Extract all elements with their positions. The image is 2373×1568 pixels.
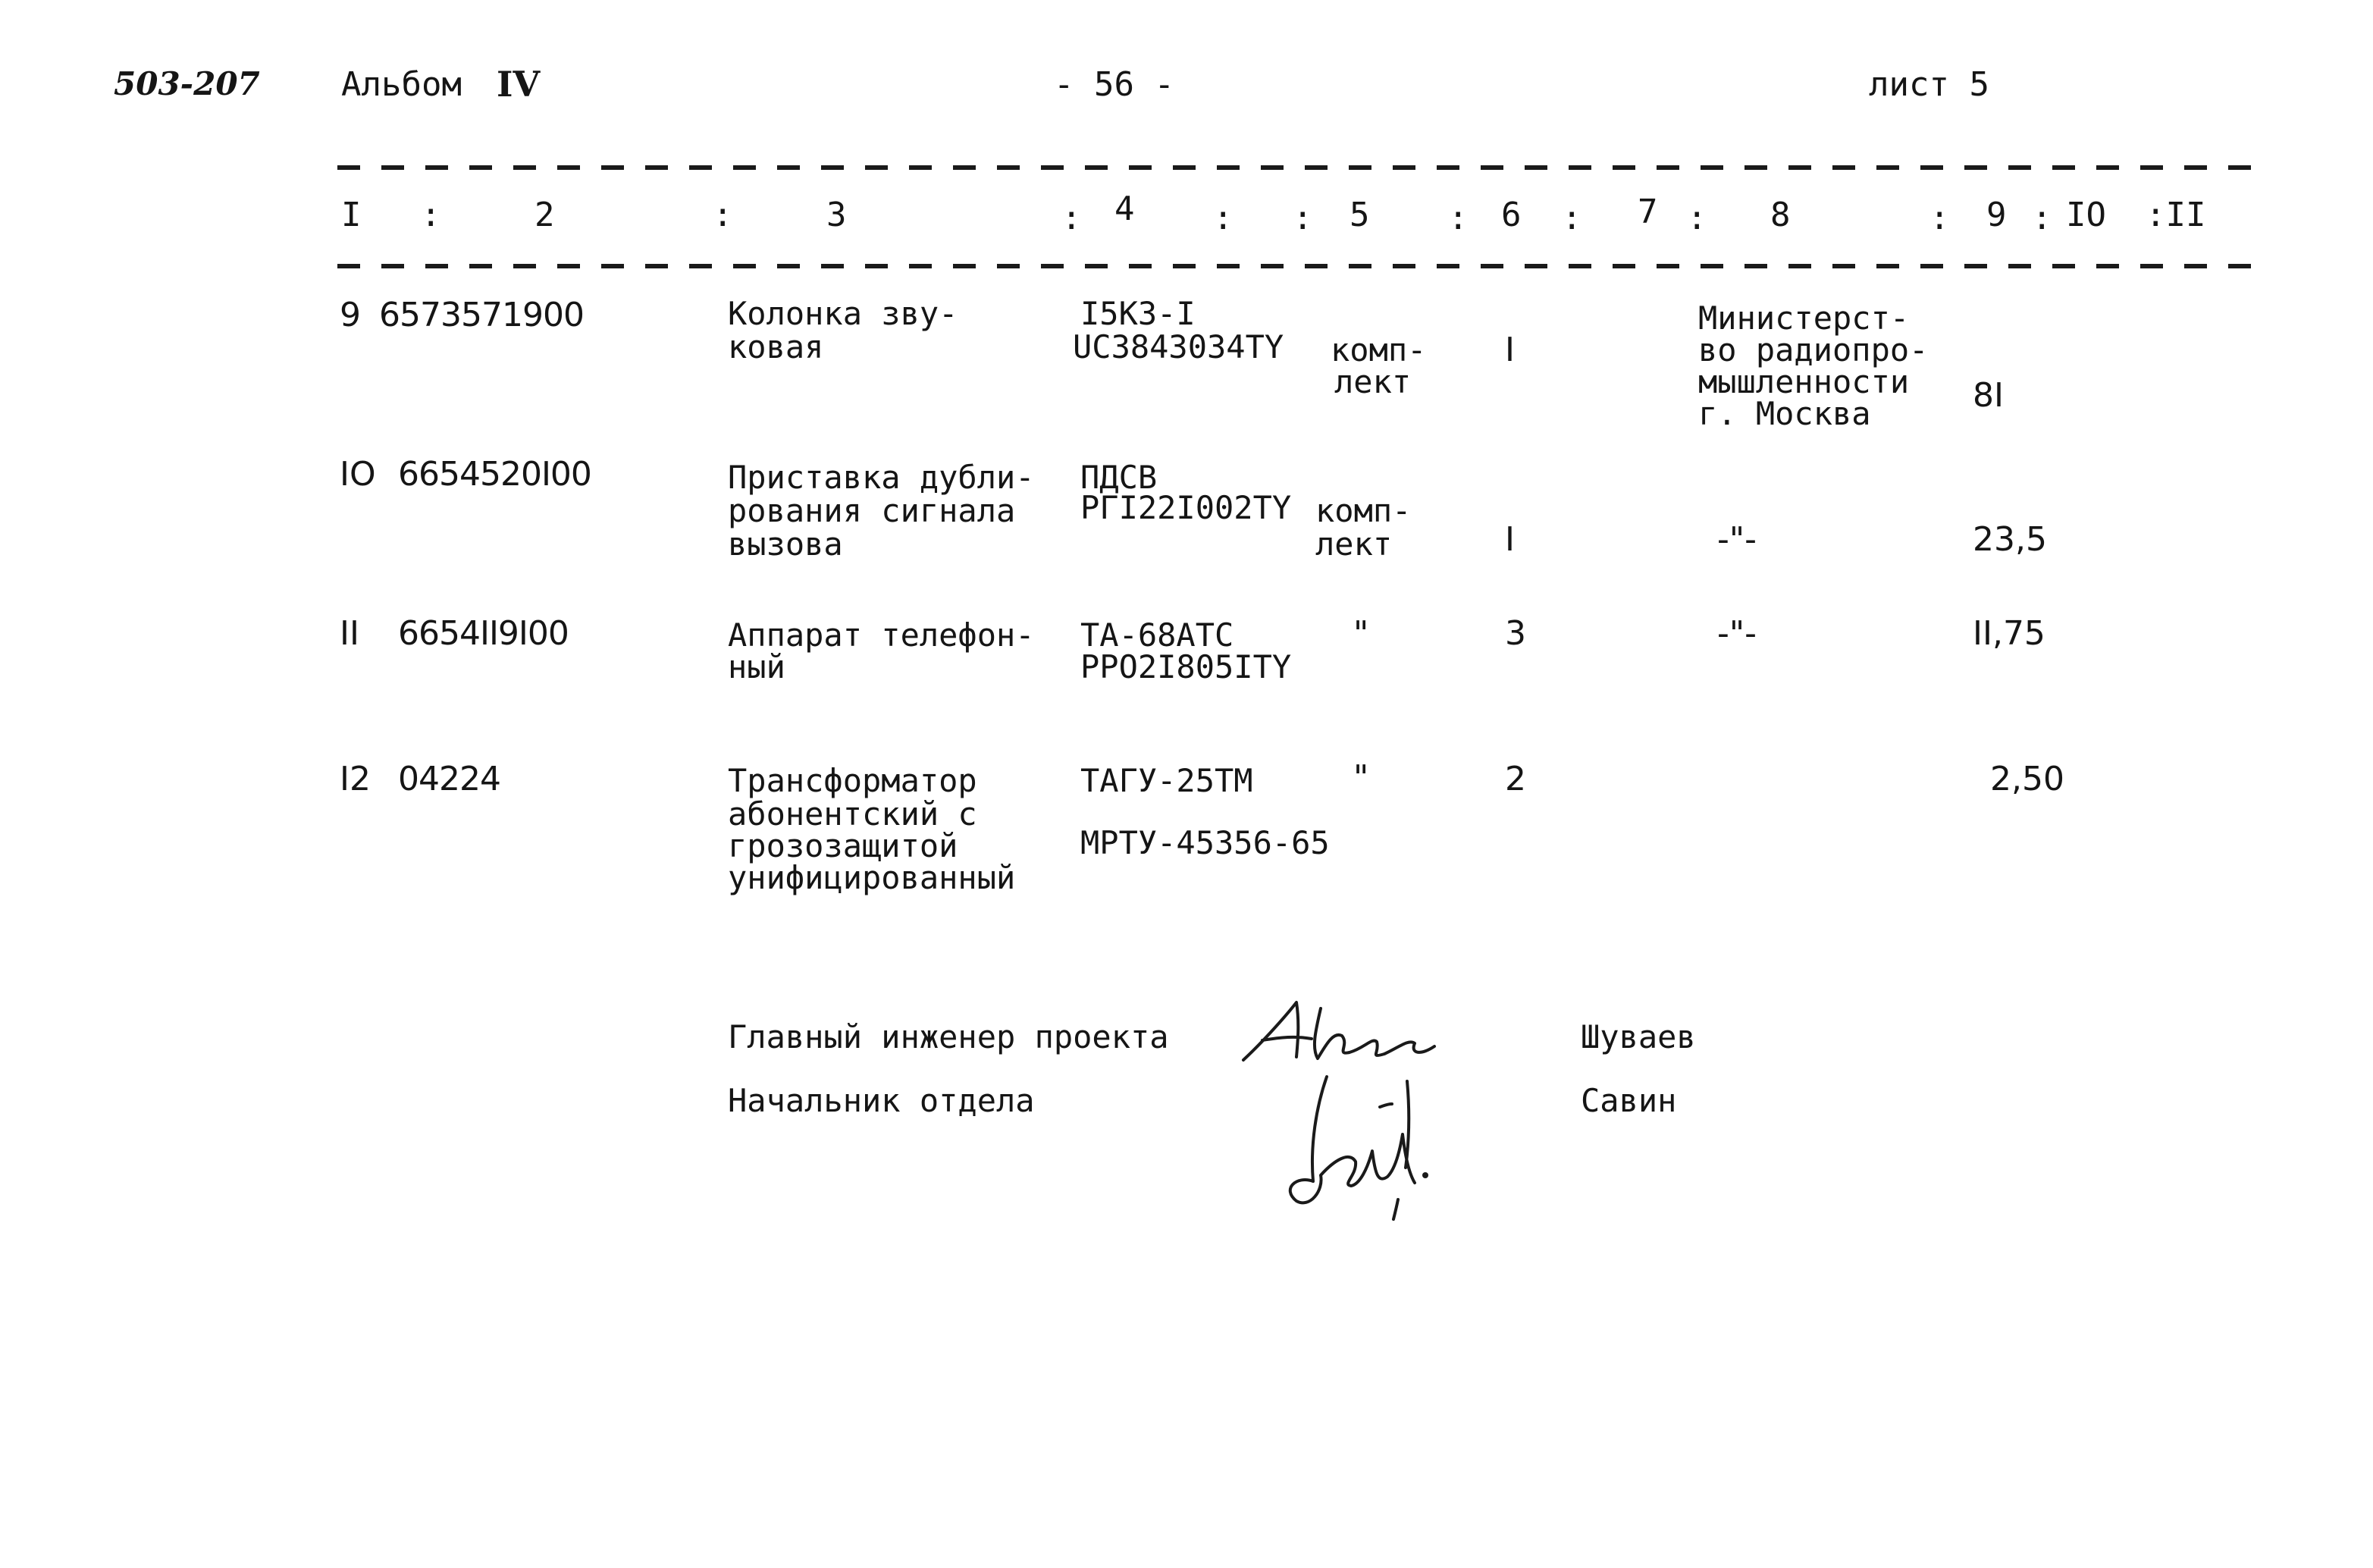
- item-price: 2,50: [1990, 760, 2064, 798]
- album-volume: IV: [497, 64, 541, 105]
- item-unit-ditto: ": [1353, 614, 1369, 653]
- item-name-line: Аппарат телефон-: [728, 616, 1035, 654]
- col-sep: :: [713, 196, 733, 234]
- item-name-line: Трансформатор: [728, 762, 977, 799]
- item-price: 23,5: [1973, 520, 2047, 559]
- item-name-line: Колонка зву-: [728, 295, 958, 332]
- col-sep: :: [1448, 199, 1469, 237]
- col-sep: :: [421, 196, 441, 234]
- item-name-line: Приставка дубли-: [728, 459, 1035, 496]
- item-name-line: ковая: [728, 328, 824, 365]
- header-rule-top: [337, 165, 2263, 170]
- signature-name: Шуваев: [1581, 1018, 1696, 1055]
- col-num-10: IO: [2066, 196, 2106, 234]
- album-label: Альбом: [341, 65, 462, 104]
- item-type-line: PPO2I805ITY: [1080, 648, 1292, 685]
- item-code: 6654II9I00: [398, 614, 569, 653]
- col-num-6: 6: [1501, 196, 1522, 234]
- signature-name: Савин: [1581, 1082, 1677, 1119]
- col-num-7: 7: [1638, 193, 1658, 231]
- doc-number: 503-207: [114, 65, 260, 102]
- item-quantity: 2: [1505, 760, 1526, 798]
- col-num-9: 9: [1986, 196, 2007, 234]
- item-code: 6573571900: [379, 296, 584, 334]
- item-unit-line: комп-: [1315, 492, 1412, 529]
- item-name-line: грозозащитой: [728, 827, 958, 864]
- col-sep: :: [1929, 199, 1950, 237]
- item-name-line: вызова: [728, 525, 843, 563]
- item-price: II,75: [1973, 614, 2045, 653]
- row-number: 9: [340, 296, 361, 334]
- supplier-line: Министерст-: [1698, 299, 1910, 337]
- col-sep: :: [1293, 199, 1313, 237]
- col-num-1: I: [341, 196, 362, 234]
- col-sep: :: [1562, 199, 1582, 237]
- col-sep: :: [1061, 199, 1082, 237]
- item-name-line: ный: [728, 648, 785, 685]
- row-number: II: [340, 614, 359, 653]
- header-rule-bottom: [337, 264, 2263, 268]
- item-type-line: ТА-68АТС: [1080, 616, 1234, 654]
- item-name-line: унифицированный: [728, 859, 1016, 896]
- item-type-line: МРТУ-45356-65: [1080, 824, 1330, 861]
- row-number: IO: [340, 455, 376, 494]
- col-num-5: 5: [1350, 196, 1370, 234]
- item-quantity: I: [1505, 331, 1515, 369]
- signature-role: Начальник отдела: [728, 1082, 1035, 1119]
- item-type-line: ПДСВ: [1080, 459, 1158, 496]
- item-code: 04224: [398, 760, 500, 798]
- supplier-line: г. Москва: [1698, 395, 1871, 432]
- item-quantity: 3: [1505, 614, 1526, 653]
- col-num-4: 4: [1114, 190, 1135, 228]
- col-sep: :: [1213, 199, 1234, 237]
- supplier-line: мышленности: [1698, 363, 1910, 400]
- supplier-ditto: -"-: [1717, 520, 1757, 559]
- item-unit-line: комп-: [1331, 331, 1427, 368]
- signature-role: Главный инженер проекта: [728, 1018, 1169, 1055]
- item-type-line: I5КЗ-I: [1080, 295, 1196, 332]
- supplier-ditto: -"-: [1717, 614, 1757, 653]
- item-type-line: UC3843034TY: [1073, 328, 1284, 365]
- item-type-line: ТАГУ-25ТМ: [1080, 762, 1253, 799]
- item-quantity: I: [1505, 520, 1515, 559]
- col-num-2: 2: [534, 196, 555, 234]
- item-unit-line: лект: [1334, 363, 1412, 400]
- item-type-line: PГI22I002TY: [1080, 489, 1292, 526]
- col-num-11: :II: [2146, 196, 2206, 234]
- item-price: 8I: [1973, 376, 2004, 415]
- item-unit-line: лект: [1315, 525, 1393, 563]
- supplier-line: во радиопро-: [1698, 331, 1929, 368]
- col-sep: :: [1687, 199, 1707, 237]
- col-num-8: 8: [1770, 196, 1791, 234]
- item-code: 6654520I00: [398, 455, 591, 494]
- col-sep: :: [2032, 199, 2052, 237]
- col-num-3: 3: [826, 196, 847, 234]
- handwritten-signature-department-head: [1266, 1062, 1448, 1236]
- item-name-line: абонентский с: [728, 795, 977, 833]
- sheet-label: лист 5: [1869, 65, 1989, 104]
- item-name-line: рования сигнала: [728, 492, 1016, 529]
- page-number: - 56 -: [1054, 65, 1174, 104]
- row-number: I2: [340, 760, 371, 798]
- item-unit-ditto: ": [1353, 758, 1369, 797]
